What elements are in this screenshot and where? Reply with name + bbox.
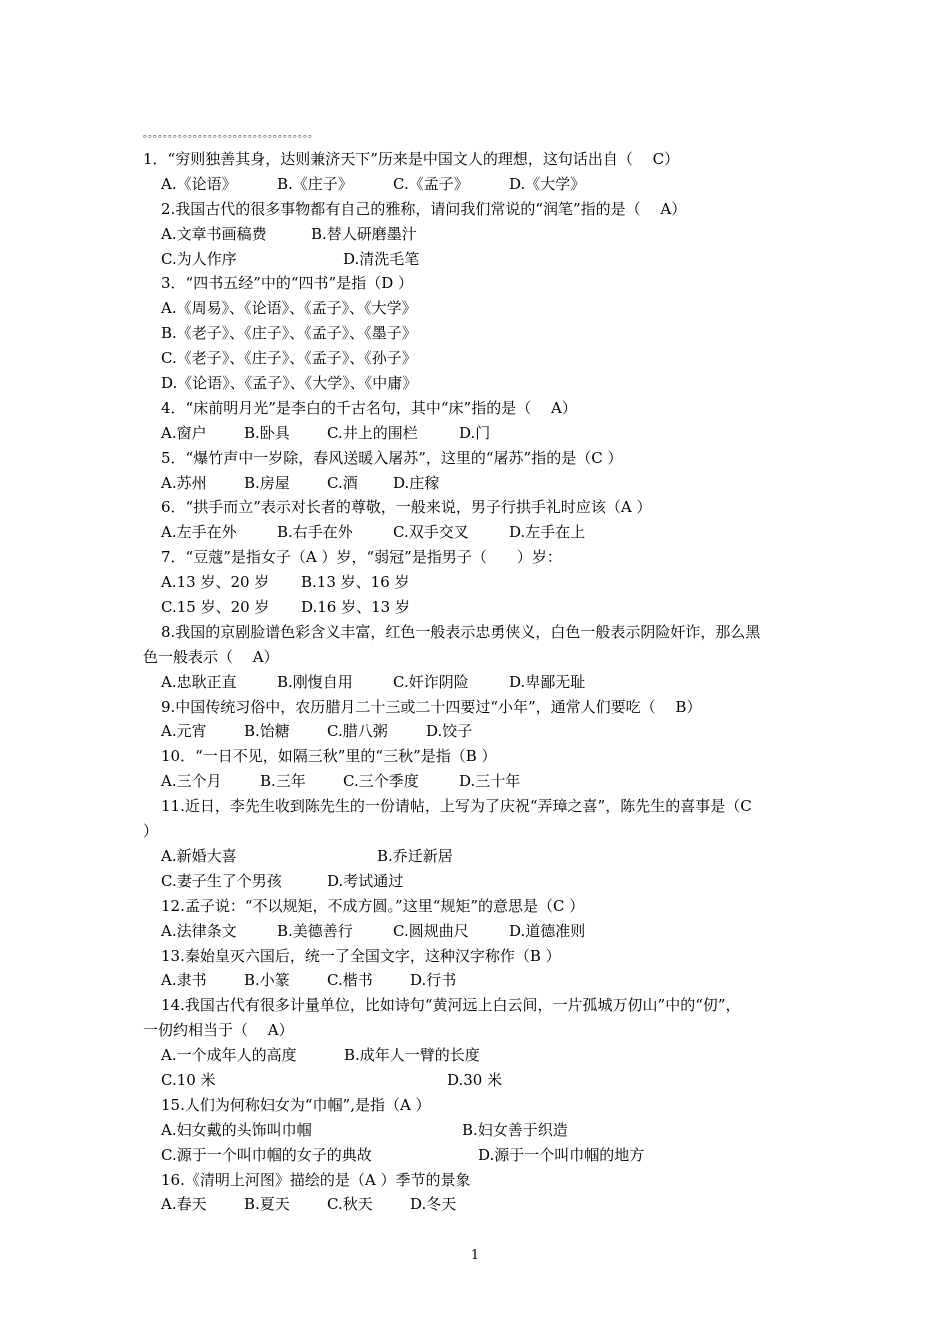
option: A.法律条文 (161, 921, 237, 940)
question-13-options (143, 968, 813, 993)
option: D.三十年 (459, 772, 521, 791)
question-14-options (143, 1043, 813, 1068)
question-11: 11.近日，李先生收到陈先生的一份请帖，上写为了庆祝“弄璋之喜”，陈先生的喜事是（C (161, 797, 752, 816)
question-1: 1．“穷则独善其身，达则兼济天下”历来是中国文人的理想，这句话出自（ C） (143, 150, 680, 168)
option: C.酒 (327, 473, 358, 492)
option: B.妇女善于织造 (462, 1120, 568, 1139)
option: C.圆规曲尺 (393, 921, 469, 940)
option: B.乔迁新居 (377, 846, 453, 865)
question-6-options (143, 520, 813, 545)
option: C.井上的围栏 (327, 423, 418, 442)
question-6: 6．“拱手而立”表示对长者的尊敬，一般来说，男子行拱手礼时应该（A ） (161, 498, 652, 517)
option: B.饴糖 (244, 722, 290, 741)
page-number: 1 (470, 1248, 480, 1263)
question-15-options (143, 1143, 813, 1168)
option: A.左手在外 (161, 523, 237, 542)
question-2-options (143, 222, 813, 247)
option: A.春天 (161, 1195, 207, 1214)
option: B.成年人一臂的长度 (344, 1046, 480, 1065)
option: D.30 米 (447, 1070, 503, 1089)
question-7-options (143, 570, 813, 595)
option: A.元宵 (161, 722, 207, 741)
question-13: 13.秦始皇灭六国后，统一了全国文字，这种汉字称作（B ） (161, 946, 561, 965)
question-9: 9.中国传统习俗中，农历腊月二十三或二十四要过“小年”，通常人们要吃（ B） (161, 697, 702, 716)
question-11-options (143, 844, 813, 869)
option: C.双手交叉 (393, 523, 469, 542)
option: C.为人作序 (161, 249, 237, 268)
option: D.饺子 (426, 722, 473, 741)
question-12: 12.孟子说：“不以规矩，不成方圆。”这里“规矩”的意思是（C ） (161, 896, 585, 915)
option: B.三年 (260, 772, 306, 791)
option: C.妻子生了个男孩 (161, 871, 282, 890)
question-7: 7．“豆蔻”是指女子（A ）岁，“弱冠”是指男子（ ）岁： (161, 548, 562, 567)
option: A.妇女戴的头饰叫巾帼 (161, 1120, 312, 1139)
option: A.隶书 (161, 971, 207, 990)
question-7-options (143, 595, 813, 620)
question-5-options (143, 471, 813, 496)
question-9-options (143, 719, 813, 744)
question-14-options (143, 1068, 813, 1093)
option: D.道德准则 (509, 921, 586, 940)
option: D.《大学》 (509, 174, 586, 193)
dot-divider: 。。。。。。。。。。。。。。。。。。。。。。。。。。。。。。。。。。 (143, 129, 318, 140)
question-8: 8.我国的京剧脸谱色彩含义丰富，红色一般表示忠勇侠义，白色一般表示阴险奸诈，那么黑 (161, 622, 761, 641)
option: A.一个成年人的高度 (161, 1046, 297, 1065)
option: B.卧具 (244, 423, 290, 442)
question-3: 3．“四书五经”中的“四书”是指（D ） (161, 274, 414, 293)
question-1-options (143, 172, 813, 197)
option: A.《论语》 (161, 174, 237, 193)
option: C.源于一个叫巾帼的女子的典故 (161, 1145, 372, 1164)
question-14: 14.我国古代有很多计量单位，比如诗句“黄河远上白云间，一片孤城万仞山”中的“仞”， (161, 996, 741, 1015)
question-10-options (143, 769, 813, 794)
option: A.13 岁、20 岁 (161, 573, 270, 592)
question-list (143, 147, 813, 1217)
option: C.奸诈阴险 (393, 672, 469, 691)
option: A.忠耿正直 (161, 672, 237, 691)
option: D.清洗毛笔 (343, 249, 420, 268)
option: A.《周易》、《论语》、《孟子》、《大学》 (161, 299, 417, 318)
option: C.三个季度 (343, 772, 419, 791)
option: D.《论语》、《孟子》、《大学》、《中庸》 (161, 374, 418, 393)
option: D.左手在上 (509, 523, 586, 542)
question-16-options (143, 1192, 813, 1217)
option: C.秋天 (327, 1195, 373, 1214)
option: A.窗户 (161, 423, 207, 442)
question-10: 10．“一日不见，如隔三秋”里的“三秋”是指（B ） (161, 747, 497, 766)
option: A.新婚大喜 (161, 846, 237, 865)
question-15-options (143, 1118, 813, 1143)
option: B.《老子》、《庄子》、《孟子》、《墨子》 (161, 324, 417, 343)
option: D.16 岁、13 岁 (301, 598, 410, 617)
option: B.《庄子》 (277, 174, 353, 193)
option: D.行书 (410, 971, 457, 990)
option: D.卑鄙无耻 (509, 672, 586, 691)
option: B.美德善行 (277, 921, 353, 940)
option: B.刚愎自用 (277, 672, 353, 691)
question-16: 16.《清明上河图》描绘的是（A ）季节的景象 (161, 1170, 471, 1189)
question-4: 4．“床前明月光”是李白的千古名句，其中“床”指的是（ A） (161, 398, 577, 417)
question-8-options (143, 670, 813, 695)
option: D.庄稼 (393, 473, 440, 492)
question-12-options (143, 919, 813, 944)
option: B.替人研磨墨汁 (311, 224, 417, 243)
option: D.考试通过 (327, 871, 404, 890)
question-11-options (143, 869, 813, 894)
question-5: 5．“爆竹声中一岁除，春风送暖入屠苏”，这里的“屠苏”指的是（C ） (161, 448, 623, 467)
option: A.文章书画稿费 (161, 224, 267, 243)
question-15: 15.人们为何称妇女为“巾帼”,是指（A ） (161, 1095, 431, 1114)
question-4-options (143, 421, 813, 446)
option: A.三个月 (161, 772, 222, 791)
option: B.右手在外 (277, 523, 353, 542)
question-8-continued: 色一般表示（ A） (143, 647, 279, 666)
option: C.15 岁、20 岁 (161, 598, 270, 617)
question-2-options (143, 247, 813, 272)
question-14-continued: 一仞约相当于（ A） (143, 1021, 294, 1040)
option: A.苏州 (161, 473, 207, 492)
option: D.门 (459, 423, 491, 442)
option: B.夏天 (244, 1195, 290, 1214)
option: C.《孟子》 (393, 174, 469, 193)
option: B.小篆 (244, 971, 290, 990)
option: D.源于一个叫巾帼的地方 (478, 1145, 645, 1164)
option: B.房屋 (244, 473, 290, 492)
question-11-continued: ） (143, 822, 159, 841)
option: B.13 岁、16 岁 (301, 573, 410, 592)
question-2: 2.我国古代的很多事物都有自己的雅称，请问我们常说的“润笔”指的是（ A） (161, 199, 687, 218)
option: C.10 米 (161, 1070, 216, 1089)
option: C.楷书 (327, 971, 373, 990)
option: D.冬天 (410, 1195, 457, 1214)
option: C.《老子》、《庄子》、《孟子》、《孙子》 (161, 349, 417, 368)
option: C.腊八粥 (327, 722, 388, 741)
